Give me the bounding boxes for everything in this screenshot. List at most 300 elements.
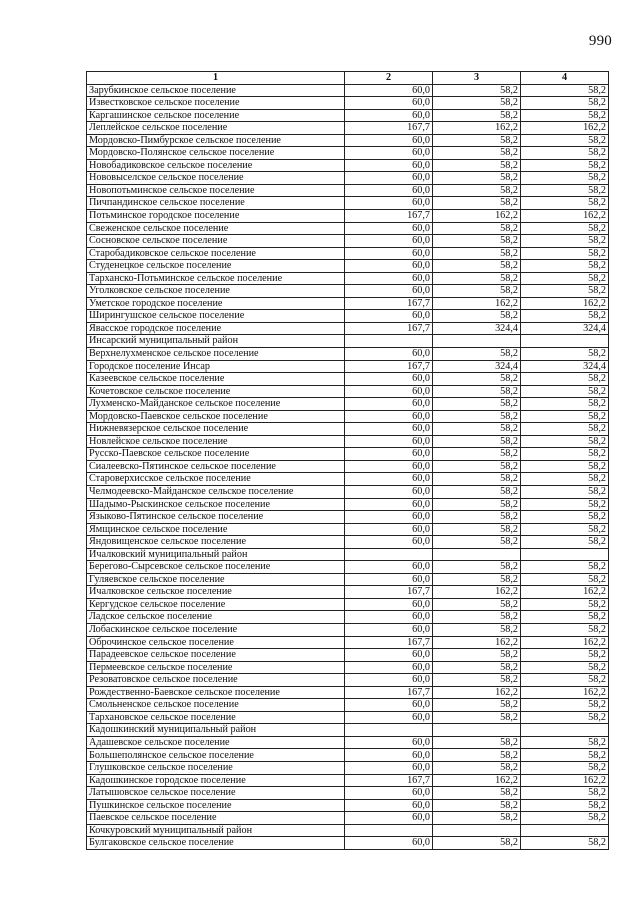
value-cell-col-3: 58,2 <box>433 649 521 662</box>
settlement-name-cell: Ичалковское сельское поселение <box>87 586 345 599</box>
value-cell-col-4: 58,2 <box>521 97 609 110</box>
value-cell-col-2: 60,0 <box>345 134 433 147</box>
value-cell-col-4: 58,2 <box>521 285 609 298</box>
table-row <box>87 235 609 248</box>
value-cell-col-3: 58,2 <box>433 134 521 147</box>
value-cell-col-3: 58,2 <box>433 184 521 197</box>
value-cell-col-3: 58,2 <box>433 473 521 486</box>
settlement-name-cell: Гуляевское сельское поселение <box>87 573 345 586</box>
settlement-name-cell: Адашевское сельское поселение <box>87 736 345 749</box>
column-header-1: 1 <box>87 72 345 85</box>
table-row <box>87 134 609 147</box>
value-cell-col-4: 58,2 <box>521 373 609 386</box>
settlement-name-cell: Леплейское сельское поселение <box>87 122 345 135</box>
table-row <box>87 824 609 837</box>
value-cell-col-2: 60,0 <box>345 448 433 461</box>
table-row <box>87 573 609 586</box>
settlement-name-cell: Кадошкинское городское поселение <box>87 774 345 787</box>
settlement-name-cell: Староверхисское сельское поселение <box>87 473 345 486</box>
value-cell-col-3: 58,2 <box>433 423 521 436</box>
value-cell-col-4: 58,2 <box>521 184 609 197</box>
value-cell-col-3: 58,2 <box>433 812 521 825</box>
value-cell-col-4: 162,2 <box>521 122 609 135</box>
value-cell-col-4: 58,2 <box>521 172 609 185</box>
table-row <box>87 260 609 273</box>
value-cell-col-2: 60,0 <box>345 109 433 122</box>
value-cell-col-2: 60,0 <box>345 498 433 511</box>
value-cell-col-2: 60,0 <box>345 147 433 160</box>
value-cell-col-2: 60,0 <box>345 624 433 637</box>
value-cell-col-3: 58,2 <box>433 385 521 398</box>
table-row <box>87 410 609 423</box>
table-row <box>87 736 609 749</box>
value-cell-col-3: 324,4 <box>433 322 521 335</box>
column-header-4: 4 <box>521 72 609 85</box>
value-cell-col-3: 58,2 <box>433 498 521 511</box>
table-row <box>87 247 609 260</box>
table-row <box>87 398 609 411</box>
value-cell-col-4: 162,2 <box>521 774 609 787</box>
settlement-name-cell: Известковское сельское поселение <box>87 97 345 110</box>
table-row <box>87 749 609 762</box>
value-cell-col-2: 167,7 <box>345 209 433 222</box>
value-cell-col-4: 58,2 <box>521 385 609 398</box>
settlement-name-cell: Городское поселение Инсар <box>87 360 345 373</box>
value-cell-col-4: 58,2 <box>521 197 609 210</box>
value-cell-col-2: 60,0 <box>345 561 433 574</box>
value-cell-col-4: 58,2 <box>521 598 609 611</box>
table-row <box>87 724 609 737</box>
settlement-name-cell: Ямщинское сельское поселение <box>87 523 345 536</box>
settlement-name-cell: Ширингушское сельское поселение <box>87 310 345 323</box>
value-cell-col-3: 58,2 <box>433 247 521 260</box>
value-cell-col-3: 58,2 <box>433 523 521 536</box>
settlement-name-cell: Каргашинское сельское поселение <box>87 109 345 122</box>
value-cell-col-4 <box>521 724 609 737</box>
value-cell-col-3: 58,2 <box>433 197 521 210</box>
value-cell-col-4: 58,2 <box>521 109 609 122</box>
value-cell-col-4: 58,2 <box>521 486 609 499</box>
value-cell-col-2: 167,7 <box>345 774 433 787</box>
value-cell-col-4: 162,2 <box>521 297 609 310</box>
settlement-name-cell: Явасское городское поселение <box>87 322 345 335</box>
table-row <box>87 184 609 197</box>
value-cell-col-2: 167,7 <box>345 322 433 335</box>
settlement-name-cell: Старобадиковское сельское поселение <box>87 247 345 260</box>
table-row <box>87 586 609 599</box>
table-row <box>87 536 609 549</box>
table-row <box>87 423 609 436</box>
value-cell-col-4: 162,2 <box>521 586 609 599</box>
value-cell-col-3: 324,4 <box>433 360 521 373</box>
settlement-name-cell: Пермеевское сельское поселение <box>87 661 345 674</box>
value-cell-col-4: 58,2 <box>521 272 609 285</box>
settlement-name-cell: Тархановское сельское поселение <box>87 711 345 724</box>
settlement-name-cell: Зарубкинское сельское поселение <box>87 84 345 97</box>
value-cell-col-2 <box>345 724 433 737</box>
table-row <box>87 511 609 524</box>
value-cell-col-3 <box>433 548 521 561</box>
value-cell-col-3: 58,2 <box>433 624 521 637</box>
value-cell-col-2: 167,7 <box>345 122 433 135</box>
value-cell-col-3: 58,2 <box>433 109 521 122</box>
value-cell-col-4: 58,2 <box>521 561 609 574</box>
value-cell-col-4: 58,2 <box>521 347 609 360</box>
table-row <box>87 460 609 473</box>
value-cell-col-3: 58,2 <box>433 460 521 473</box>
table-row <box>87 548 609 561</box>
table-row <box>87 699 609 712</box>
value-cell-col-2: 60,0 <box>345 787 433 800</box>
table-row <box>87 649 609 662</box>
value-cell-col-4: 58,2 <box>521 435 609 448</box>
table-body <box>87 84 609 849</box>
table-row <box>87 799 609 812</box>
value-cell-col-3: 58,2 <box>433 310 521 323</box>
value-cell-col-2: 60,0 <box>345 97 433 110</box>
settlement-name-cell: Новопотьминское сельское поселение <box>87 184 345 197</box>
settlement-name-cell: Мордовско-Пимбурское сельское поселение <box>87 134 345 147</box>
value-cell-col-3: 58,2 <box>433 749 521 762</box>
settlement-name-cell: Уголковское сельское поселение <box>87 285 345 298</box>
value-cell-col-3: 162,2 <box>433 686 521 699</box>
settlement-name-cell: Паевское сельское поселение <box>87 812 345 825</box>
settlement-name-cell: Булгаковское сельское поселение <box>87 837 345 850</box>
value-cell-col-2: 60,0 <box>345 661 433 674</box>
value-cell-col-3: 58,2 <box>433 159 521 172</box>
value-cell-col-4: 162,2 <box>521 636 609 649</box>
value-cell-col-3: 162,2 <box>433 209 521 222</box>
value-cell-col-3: 58,2 <box>433 711 521 724</box>
table-row <box>87 473 609 486</box>
settlement-name-cell: Рождественно-Баевское сельское поселение <box>87 686 345 699</box>
settlement-name-cell: Ладское сельское поселение <box>87 611 345 624</box>
value-cell-col-3: 58,2 <box>433 97 521 110</box>
table-row <box>87 209 609 222</box>
settlement-name-cell: Челмодеевско-Майданское сельское поселение <box>87 486 345 499</box>
value-cell-col-2 <box>345 335 433 348</box>
table-row <box>87 686 609 699</box>
settlement-name-cell: Верхнелухменское сельское поселение <box>87 347 345 360</box>
table-row <box>87 486 609 499</box>
table-row <box>87 661 609 674</box>
value-cell-col-4: 58,2 <box>521 498 609 511</box>
table-row <box>87 385 609 398</box>
value-cell-col-3: 58,2 <box>433 347 521 360</box>
table-row <box>87 435 609 448</box>
value-cell-col-3: 58,2 <box>433 661 521 674</box>
value-cell-col-4: 58,2 <box>521 310 609 323</box>
value-cell-col-4: 58,2 <box>521 573 609 586</box>
value-cell-col-3: 58,2 <box>433 837 521 850</box>
value-cell-col-4: 58,2 <box>521 511 609 524</box>
value-cell-col-2: 60,0 <box>345 573 433 586</box>
value-cell-col-2: 60,0 <box>345 749 433 762</box>
settlement-name-cell: Большеполянское сельское поселение <box>87 749 345 762</box>
table-row <box>87 598 609 611</box>
value-cell-col-2: 60,0 <box>345 536 433 549</box>
value-cell-col-4: 58,2 <box>521 523 609 536</box>
table-row <box>87 774 609 787</box>
value-cell-col-2: 60,0 <box>345 674 433 687</box>
settlement-name-cell: Ичалковский муниципальный район <box>87 548 345 561</box>
value-cell-col-3: 58,2 <box>433 573 521 586</box>
value-cell-col-3: 58,2 <box>433 611 521 624</box>
settlement-name-cell: Берегово-Сырсевское сельское поселение <box>87 561 345 574</box>
page-number: 990 <box>588 33 612 49</box>
value-cell-col-2: 60,0 <box>345 511 433 524</box>
settlement-name-cell: Лобаскинское сельское поселение <box>87 624 345 637</box>
value-cell-col-2: 60,0 <box>345 523 433 536</box>
value-cell-col-4: 58,2 <box>521 423 609 436</box>
table-row <box>87 122 609 135</box>
settlement-name-cell: Тарханско-Потьминское сельское поселение <box>87 272 345 285</box>
settlement-name-cell: Яндовищенское сельское поселение <box>87 536 345 549</box>
settlement-name-cell: Уметское городское поселение <box>87 297 345 310</box>
value-cell-col-2: 60,0 <box>345 159 433 172</box>
table-row <box>87 624 609 637</box>
settlement-name-cell: Кочкуровский муниципальный район <box>87 824 345 837</box>
data-table <box>86 71 609 850</box>
value-cell-col-3: 58,2 <box>433 674 521 687</box>
table-row <box>87 448 609 461</box>
value-cell-col-3: 58,2 <box>433 448 521 461</box>
settlement-name-cell: Пушкинское сельское поселение <box>87 799 345 812</box>
value-cell-col-2: 167,7 <box>345 360 433 373</box>
value-cell-col-2: 60,0 <box>345 373 433 386</box>
value-cell-col-3: 58,2 <box>433 410 521 423</box>
value-cell-col-4: 58,2 <box>521 711 609 724</box>
settlement-name-cell: Кочетовское сельское поселение <box>87 385 345 398</box>
value-cell-col-4: 58,2 <box>521 473 609 486</box>
settlement-name-cell: Свеженское сельское поселение <box>87 222 345 235</box>
value-cell-col-2: 60,0 <box>345 711 433 724</box>
value-cell-col-2: 167,7 <box>345 686 433 699</box>
value-cell-col-4: 58,2 <box>521 749 609 762</box>
value-cell-col-4: 58,2 <box>521 222 609 235</box>
value-cell-col-3 <box>433 335 521 348</box>
value-cell-col-2 <box>345 548 433 561</box>
value-cell-col-3: 58,2 <box>433 398 521 411</box>
value-cell-col-3: 162,2 <box>433 774 521 787</box>
value-cell-col-2: 60,0 <box>345 260 433 273</box>
value-cell-col-4: 58,2 <box>521 837 609 850</box>
value-cell-col-3: 162,2 <box>433 122 521 135</box>
settlement-name-cell: Кергудское сельское поселение <box>87 598 345 611</box>
table-row <box>87 812 609 825</box>
column-header-3: 3 <box>433 72 521 85</box>
value-cell-col-4: 58,2 <box>521 247 609 260</box>
value-cell-col-4: 58,2 <box>521 787 609 800</box>
value-cell-col-2: 60,0 <box>345 347 433 360</box>
settlement-name-cell: Новобадиковское сельское поселение <box>87 159 345 172</box>
value-cell-col-3: 58,2 <box>433 172 521 185</box>
table-row <box>87 172 609 185</box>
value-cell-col-2: 60,0 <box>345 272 433 285</box>
value-cell-col-4: 58,2 <box>521 134 609 147</box>
table-row <box>87 322 609 335</box>
value-cell-col-4: 162,2 <box>521 686 609 699</box>
value-cell-col-3: 58,2 <box>433 84 521 97</box>
table-row <box>87 147 609 160</box>
value-cell-col-4: 58,2 <box>521 260 609 273</box>
table-row <box>87 222 609 235</box>
table-row <box>87 97 609 110</box>
value-cell-col-4: 58,2 <box>521 147 609 160</box>
table-row <box>87 335 609 348</box>
table-row <box>87 561 609 574</box>
settlement-name-cell: Парадеевское сельское поселение <box>87 649 345 662</box>
table-row <box>87 837 609 850</box>
value-cell-col-3: 162,2 <box>433 636 521 649</box>
value-cell-col-3 <box>433 824 521 837</box>
settlement-name-cell: Оброчинское сельское поселение <box>87 636 345 649</box>
table-row <box>87 272 609 285</box>
value-cell-col-4: 58,2 <box>521 736 609 749</box>
value-cell-col-2: 60,0 <box>345 247 433 260</box>
table-row <box>87 109 609 122</box>
settlement-name-cell: Инсарский муниципальный район <box>87 335 345 348</box>
value-cell-col-2: 60,0 <box>345 172 433 185</box>
table-row <box>87 297 609 310</box>
table-row <box>87 197 609 210</box>
value-cell-col-4: 58,2 <box>521 84 609 97</box>
value-cell-col-3: 58,2 <box>433 536 521 549</box>
value-cell-col-4: 58,2 <box>521 762 609 775</box>
value-cell-col-4: 58,2 <box>521 235 609 248</box>
value-cell-col-2: 60,0 <box>345 222 433 235</box>
settlement-name-cell: Нововыселское сельское поселение <box>87 172 345 185</box>
value-cell-col-2: 60,0 <box>345 649 433 662</box>
value-cell-col-3: 58,2 <box>433 561 521 574</box>
table-row <box>87 762 609 775</box>
table-row <box>87 611 609 624</box>
settlement-name-cell: Нижневязерское сельское поселение <box>87 423 345 436</box>
value-cell-col-3: 58,2 <box>433 147 521 160</box>
value-cell-col-2: 60,0 <box>345 736 433 749</box>
table-row <box>87 373 609 386</box>
value-cell-col-2: 60,0 <box>345 473 433 486</box>
value-cell-col-4: 58,2 <box>521 611 609 624</box>
value-cell-col-4: 58,2 <box>521 812 609 825</box>
value-cell-col-2: 167,7 <box>345 297 433 310</box>
value-cell-col-3: 58,2 <box>433 260 521 273</box>
settlement-name-cell: Потьминское городское поселение <box>87 209 345 222</box>
value-cell-col-2: 60,0 <box>345 699 433 712</box>
value-cell-col-4: 58,2 <box>521 398 609 411</box>
settlement-name-cell: Новлейское сельское поселение <box>87 435 345 448</box>
settlement-name-cell: Казеевское сельское поселение <box>87 373 345 386</box>
value-cell-col-4 <box>521 824 609 837</box>
value-cell-col-2: 60,0 <box>345 197 433 210</box>
value-cell-col-3: 58,2 <box>433 762 521 775</box>
table-row <box>87 310 609 323</box>
table-row <box>87 360 609 373</box>
table-row <box>87 159 609 172</box>
value-cell-col-2: 60,0 <box>345 598 433 611</box>
value-cell-col-3: 58,2 <box>433 511 521 524</box>
column-header-2: 2 <box>345 72 433 85</box>
value-cell-col-3: 58,2 <box>433 787 521 800</box>
value-cell-col-4: 58,2 <box>521 410 609 423</box>
value-cell-col-4: 58,2 <box>521 624 609 637</box>
value-cell-col-3: 58,2 <box>433 222 521 235</box>
value-cell-col-3: 162,2 <box>433 586 521 599</box>
value-cell-col-2: 60,0 <box>345 235 433 248</box>
table-row <box>87 674 609 687</box>
settlement-name-cell: Сиалеевско-Пятинское сельское поселение <box>87 460 345 473</box>
settlement-name-cell: Русско-Паевское сельское поселение <box>87 448 345 461</box>
value-cell-col-2: 60,0 <box>345 385 433 398</box>
value-cell-col-2: 60,0 <box>345 799 433 812</box>
value-cell-col-4: 58,2 <box>521 448 609 461</box>
table-row <box>87 84 609 97</box>
value-cell-col-4: 324,4 <box>521 322 609 335</box>
settlement-name-cell: Глушковское сельское поселение <box>87 762 345 775</box>
settlement-name-cell: Языково-Пятинское сельское поселение <box>87 511 345 524</box>
value-cell-col-3 <box>433 724 521 737</box>
header-row <box>87 72 609 85</box>
value-cell-col-2: 60,0 <box>345 398 433 411</box>
value-cell-col-4: 58,2 <box>521 661 609 674</box>
value-cell-col-2: 167,7 <box>345 586 433 599</box>
value-cell-col-2: 60,0 <box>345 435 433 448</box>
value-cell-col-2 <box>345 824 433 837</box>
settlement-name-cell: Шадымо-Рыскинское сельское поселение <box>87 498 345 511</box>
settlement-name-cell: Резоватовское сельское поселение <box>87 674 345 687</box>
settlement-name-cell: Студенецкое сельское поселение <box>87 260 345 273</box>
settlement-name-cell: Мордовско-Полянское сельское поселение <box>87 147 345 160</box>
value-cell-col-2: 60,0 <box>345 762 433 775</box>
table-row <box>87 711 609 724</box>
value-cell-col-3: 58,2 <box>433 486 521 499</box>
value-cell-col-4 <box>521 548 609 561</box>
value-cell-col-3: 58,2 <box>433 699 521 712</box>
value-cell-col-4: 58,2 <box>521 699 609 712</box>
value-cell-col-2: 60,0 <box>345 812 433 825</box>
value-cell-col-2: 60,0 <box>345 285 433 298</box>
table-row <box>87 498 609 511</box>
settlement-name-cell: Мордовско-Паевское сельское поселение <box>87 410 345 423</box>
value-cell-col-4: 162,2 <box>521 209 609 222</box>
value-cell-col-2: 60,0 <box>345 837 433 850</box>
value-cell-col-4: 58,2 <box>521 674 609 687</box>
value-cell-col-2: 60,0 <box>345 460 433 473</box>
value-cell-col-2: 60,0 <box>345 84 433 97</box>
table-row <box>87 636 609 649</box>
value-cell-col-4: 58,2 <box>521 536 609 549</box>
value-cell-col-3: 58,2 <box>433 235 521 248</box>
settlement-name-cell: Смольненское сельское поселение <box>87 699 345 712</box>
settlement-name-cell: Латышовское сельское поселение <box>87 787 345 800</box>
table-row <box>87 787 609 800</box>
value-cell-col-4: 58,2 <box>521 649 609 662</box>
table-row <box>87 347 609 360</box>
settlement-name-cell: Лухменско-Майданское сельское поселение <box>87 398 345 411</box>
value-cell-col-2: 60,0 <box>345 611 433 624</box>
value-cell-col-4: 58,2 <box>521 460 609 473</box>
value-cell-col-2: 60,0 <box>345 486 433 499</box>
value-cell-col-2: 60,0 <box>345 423 433 436</box>
value-cell-col-3: 58,2 <box>433 272 521 285</box>
value-cell-col-2: 60,0 <box>345 410 433 423</box>
value-cell-col-2: 60,0 <box>345 184 433 197</box>
value-cell-col-4: 58,2 <box>521 799 609 812</box>
value-cell-col-3: 58,2 <box>433 799 521 812</box>
value-cell-col-3: 58,2 <box>433 736 521 749</box>
value-cell-col-3: 58,2 <box>433 373 521 386</box>
value-cell-col-3: 58,2 <box>433 285 521 298</box>
